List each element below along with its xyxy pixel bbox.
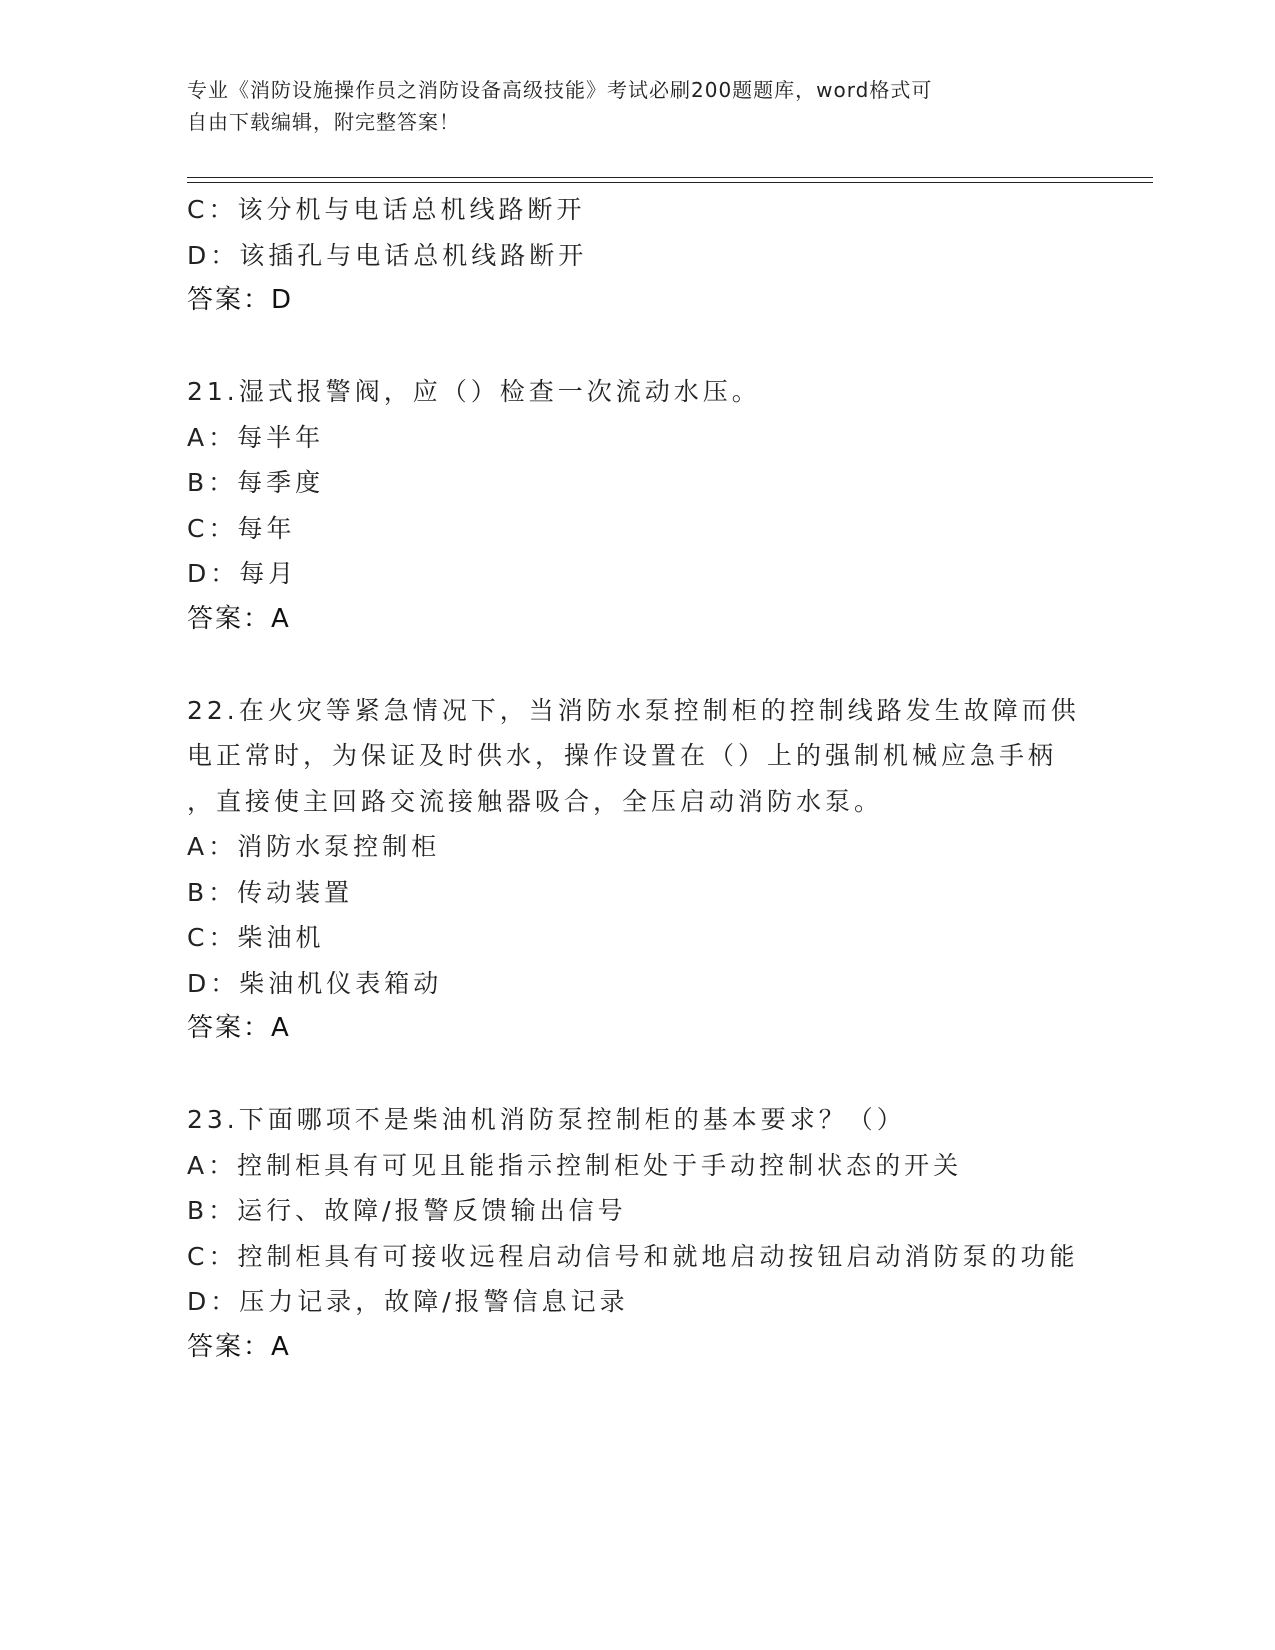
question-23 xyxy=(187,1097,1087,1370)
question-stem-line-1: 22.在火灾等紧急情况下，当消防水泵控制柜的控制线路发生故障而供 xyxy=(187,695,1080,725)
option-c: C：该分机与电话总机线路断开 xyxy=(187,195,586,224)
option-d: D：柴油机仪表箱动 xyxy=(187,968,443,998)
answer: 答案：A xyxy=(187,603,291,634)
question-22 xyxy=(187,688,1087,1052)
option-d: D：每月 xyxy=(187,559,298,588)
option-a: A：控制柜具有可见且能指示控制柜处于手动控制状态的开关 xyxy=(187,1150,963,1180)
question-stem-line-3: ，直接使主回路交流接触器吸合，全压启动消防水泵。 xyxy=(187,786,884,816)
spacer xyxy=(187,642,1087,688)
header-title-line-2: 自由下载编辑，附完整答案！ xyxy=(187,110,460,134)
answer: 答案：A xyxy=(187,1331,291,1362)
option-c: C：每年 xyxy=(187,513,296,543)
option-a: A：消防水泵控制柜 xyxy=(187,832,441,861)
option-b: B：每季度 xyxy=(187,468,325,497)
question-list xyxy=(187,187,1087,1370)
option-b: B：运行、故障/报警反馈输出信号 xyxy=(187,1196,627,1225)
option-c: C：柴油机 xyxy=(187,923,325,952)
question-21 xyxy=(187,369,1087,642)
option-d: D：压力记录，故障/报警信息记录 xyxy=(187,1287,629,1316)
question-stem: 23.下面哪项不是柴油机消防泵控制柜的基本要求？（） xyxy=(187,1105,906,1134)
header-divider-top xyxy=(187,177,1153,178)
option-a: A：每半年 xyxy=(187,422,325,452)
answer: 答案：D xyxy=(187,285,294,315)
header-title-line-1: 专业《消防设施操作员之消防设备高级技能》考试必刷200题题库，word格式可 xyxy=(187,78,933,102)
option-d: D：该插孔与电话总机线路断开 xyxy=(187,240,588,270)
option-b: B：传动装置 xyxy=(187,877,354,907)
answer: 答案：A xyxy=(187,1013,291,1043)
question-20-continued xyxy=(187,187,1087,324)
question-stem-line-2: 电正常时，为保证及时供水，操作设置在（）上的强制机械应急手柄 xyxy=(187,741,1058,770)
spacer xyxy=(187,1052,1087,1098)
document-header xyxy=(187,74,1087,138)
header-divider-bottom xyxy=(187,182,1153,183)
question-stem: 21.湿式报警阀，应（）检查一次流动水压。 xyxy=(187,377,761,406)
option-c: C：控制柜具有可接收远程启动信号和就地启动按钮启动消防泵的功能 xyxy=(187,1241,1079,1271)
spacer xyxy=(187,324,1087,370)
